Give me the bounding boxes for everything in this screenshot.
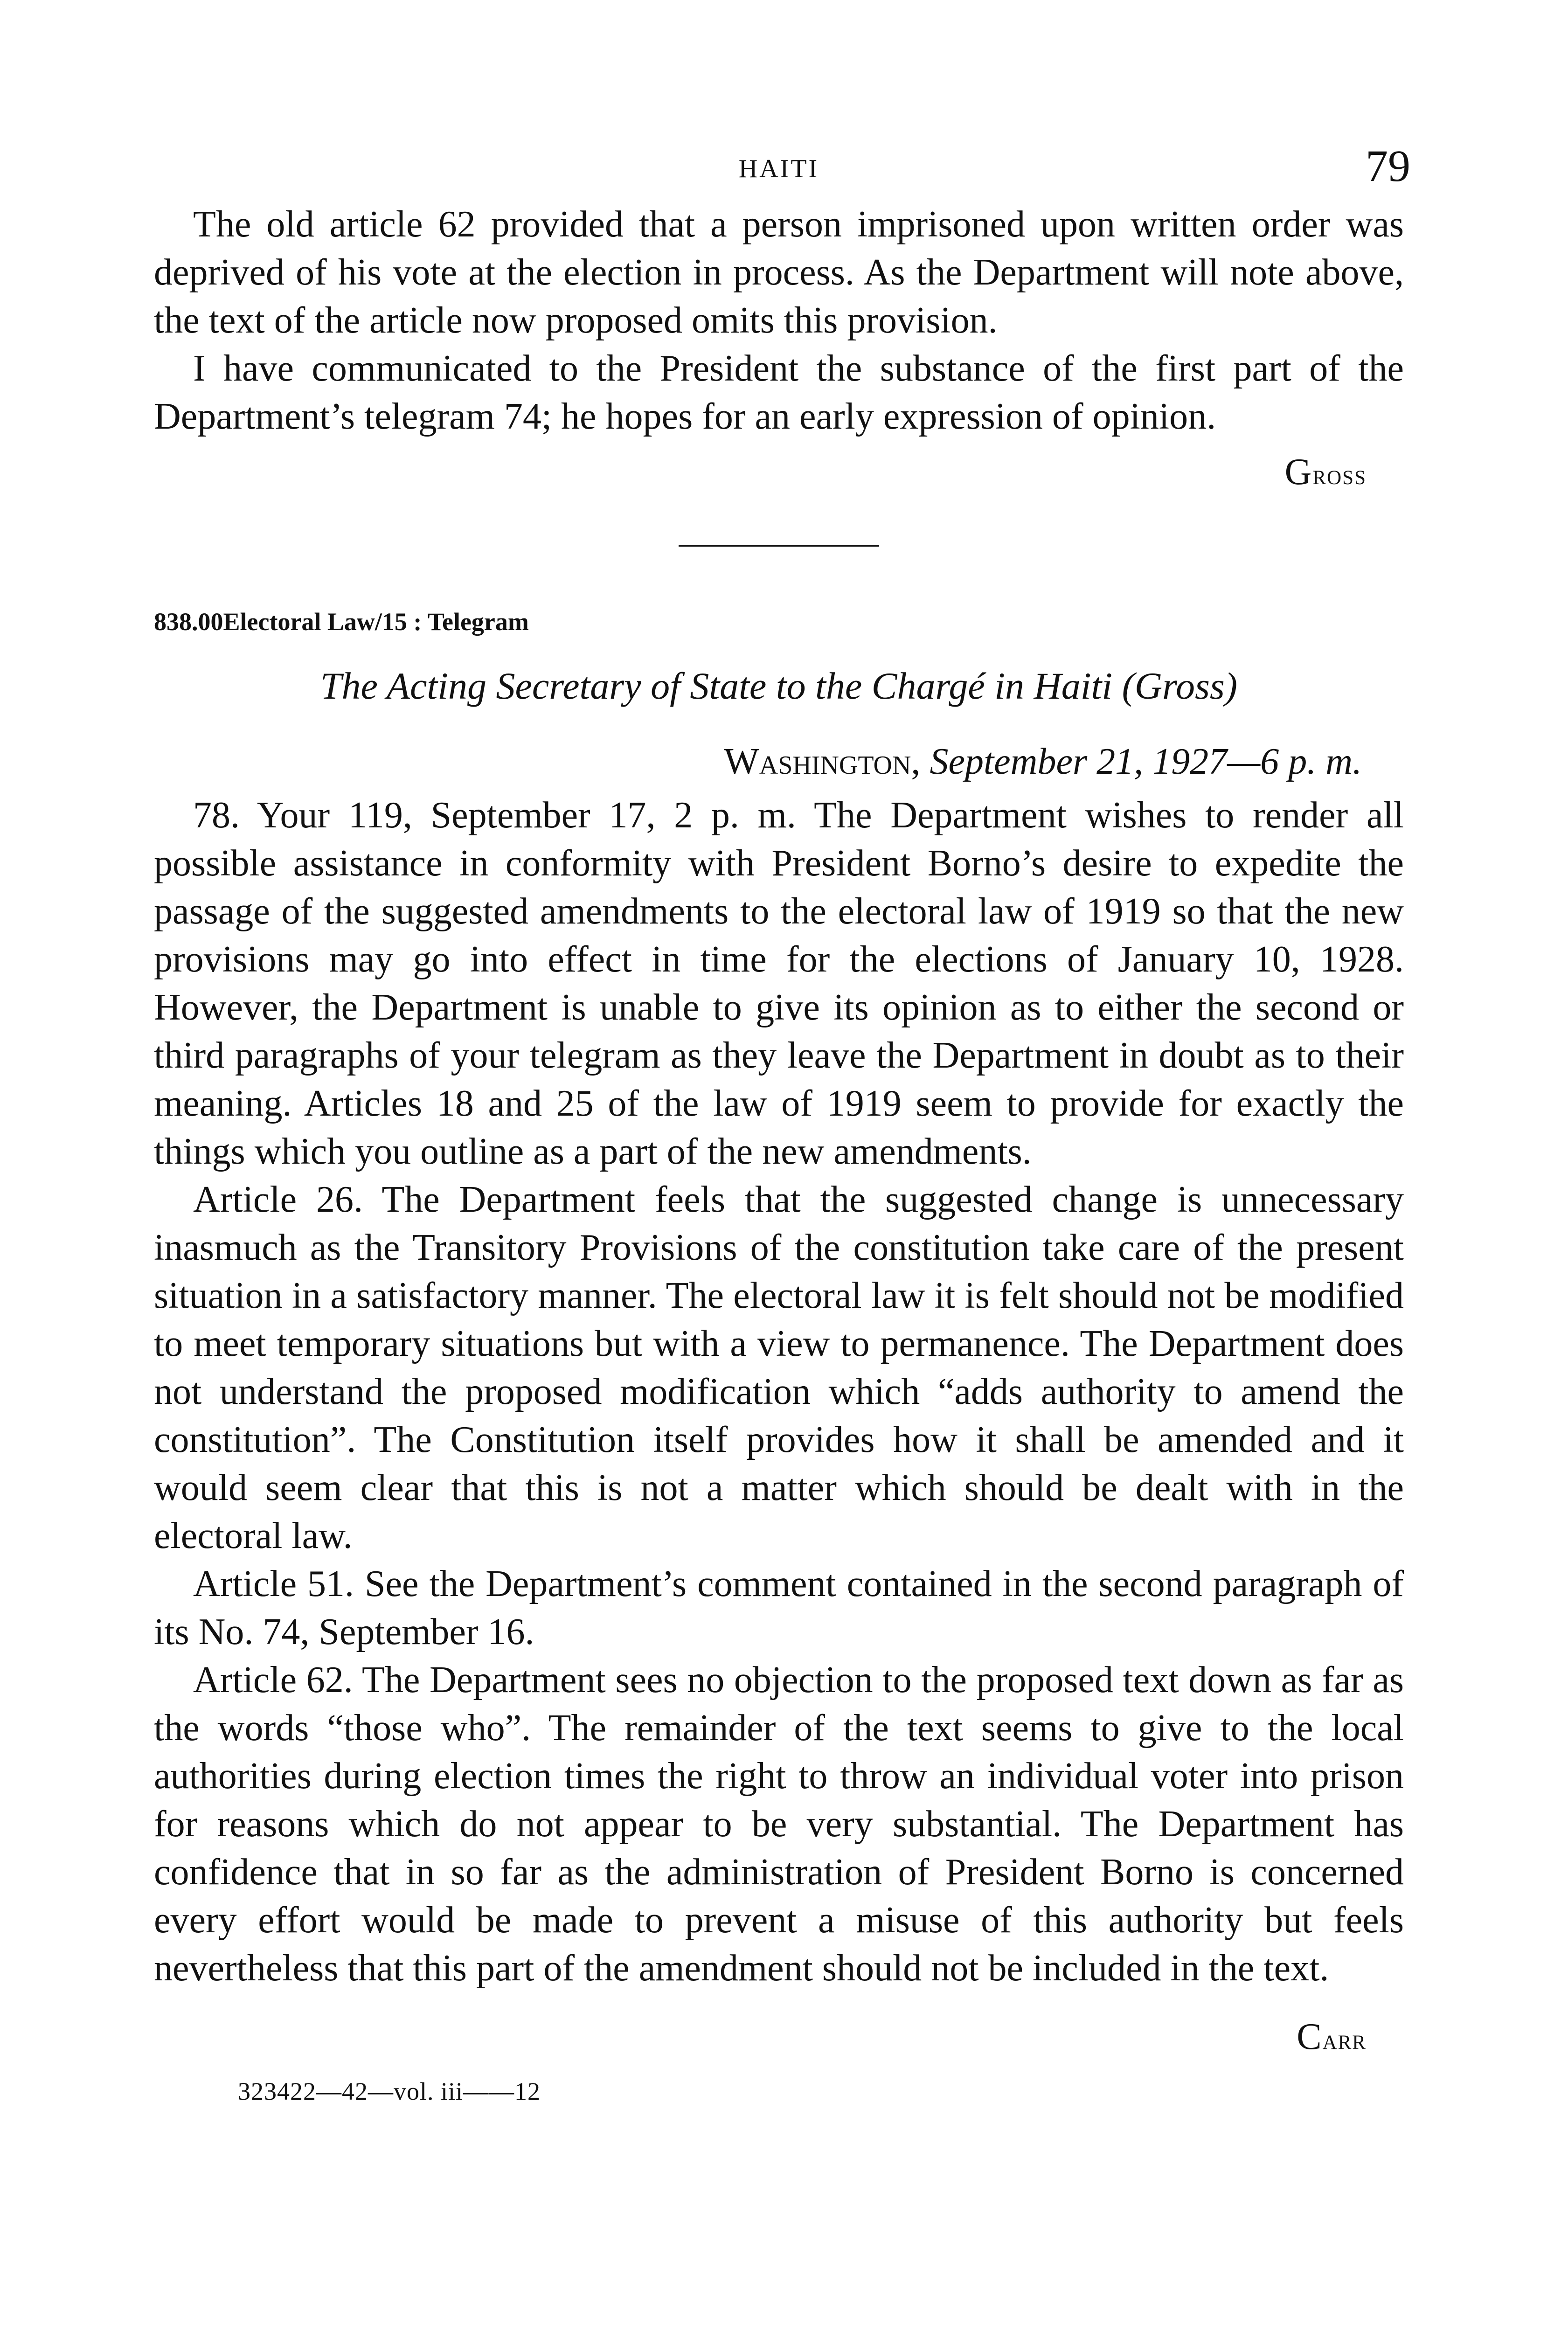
paragraph: The old article 62 provided that a person imprisoned upon written order was deprived of his vote at the election in process. As the Department will note above, the text of the article now proposed omits this provision. (154, 204, 1404, 341)
page-number: 79 (1366, 141, 1410, 191)
document-page (154, 140, 1410, 2106)
document-title: The Acting Secretary of State to the Chargé in Haiti (Gross) (320, 665, 1238, 707)
printer-footer-code: 323422—42—vol. iii——12 (238, 2077, 541, 2105)
dateline (154, 741, 1404, 783)
dateline-place: Washington, (724, 741, 921, 782)
paragraph: 78. Your 119, September 17, 2 p. m. The Department wishes to render all possible assistance in conformity with President Borno’s desire to expedite the passage of the suggested amendments to the electoral law of 1919 so that the new provisions may go into effect in time for the elections of January 10, 1928. However, the Department is unable to give its opinion as to either the second or third paragraphs of your telegram as they leave the Department in doubt as to their meaning. Articles 18 and 25 of the law of 1919 seem to provide for exactly the things which you outline as a part of the new amendments. (154, 795, 1404, 1172)
paragraph: Article 62. The Department sees no objection to the proposed text down as far as the words “those who”. The remainder of the text seems to give to the local authorities during election times the right to throw an individual voter into prison for reasons which do not appear to be very substantial. The Department has confidence that in so far as the administration of President Borno is concerned every effort would be made to prevent a misuse of this authority but feels nevertheless that this part of the amendment should not be included in the text. (154, 1659, 1404, 1989)
paragraph: Article 51. See the Department’s comment contained in the second paragraph of its No. 74, September 16. (154, 1563, 1404, 1652)
running-header (154, 140, 1410, 201)
section-divider (679, 545, 879, 547)
dateline-date: September 21, 1927—6 p. m. (930, 741, 1362, 782)
paragraph: I have communicated to the President the substance of the first part of the Department’s telegram 74; he hopes for an early expression of opinion. (154, 348, 1404, 437)
running-title: HAITI (738, 154, 819, 183)
signature-carr: Carr (1297, 2016, 1367, 2057)
paragraph: Article 26. The Department feels that the suggested change is unnecessary inasmuch as the Transitory Provisions of the constitution take care of the present situation in a satisfactory manner. The electoral law it is felt should not be modified to meet temporary situations but with a view to permanence. The Department does not understand the proposed modification which “adds authority to amend the constitution”. The Constitution itself provides how it shall be amended and it would seem clear that this is not a matter which should be dealt with in the electoral law. (154, 1179, 1404, 1556)
file-reference: 838.00Electoral Law/15 : Telegram (154, 608, 529, 636)
signature-gross: Gross (1284, 451, 1367, 493)
